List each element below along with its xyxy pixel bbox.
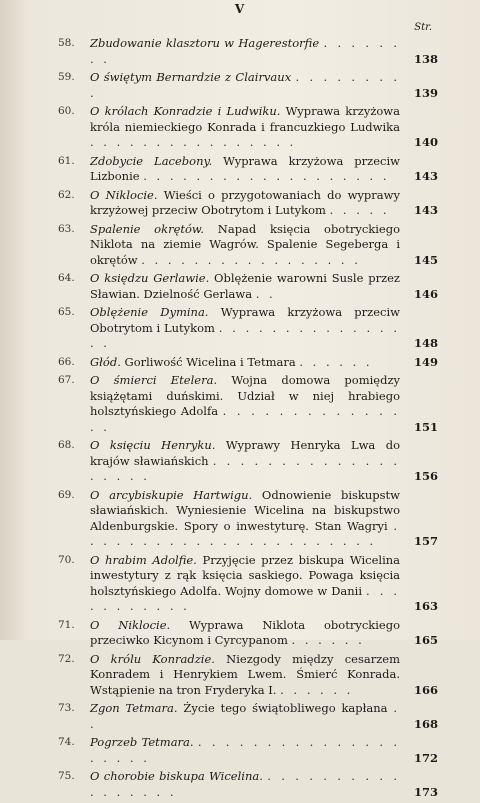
entry-number: 62. bbox=[58, 188, 75, 201]
entry-description: Wieści o przygotowaniach do wyprawy krzyżowej przeciw Obotrytom i Lutykom bbox=[90, 187, 400, 217]
entry-page-number: 173 bbox=[413, 784, 438, 799]
entry-page-number: 172 bbox=[413, 750, 438, 765]
page-column-label: Str. bbox=[414, 22, 432, 33]
dot-leader: . . . . . . bbox=[280, 682, 354, 697]
dot-leader: . . bbox=[90, 701, 400, 731]
toc-entry bbox=[58, 70, 438, 101]
entry-title: Zdobycie Lacebony. bbox=[90, 153, 213, 168]
entry-number: 58. bbox=[58, 37, 75, 49]
entry-number: 72. bbox=[58, 652, 75, 665]
toc-entry bbox=[58, 222, 438, 269]
table-of-contents bbox=[58, 36, 438, 803]
entry-number: 71. bbox=[58, 618, 75, 631]
entry-page-number: 139 bbox=[413, 85, 438, 100]
entry-title: O królu Konradzie. bbox=[90, 651, 215, 666]
dot-leader: . . . . . . . . . . . . . . . . . . . . . . . bbox=[90, 518, 401, 548]
entry-number: 73. bbox=[58, 702, 75, 714]
entry-description: Życie tego świątobliwego kapłana bbox=[183, 701, 388, 715]
entry-description: Oblężenie warowni Susle przez Sławian. Dzielność Gerlawa bbox=[90, 271, 400, 301]
dot-leader: . . . . . bbox=[329, 203, 390, 217]
entry-title: Zbudowanie klasztoru w Hagerestorfie bbox=[90, 36, 320, 50]
entry-page-number: 143 bbox=[413, 203, 438, 217]
entry-page-number: 151 bbox=[413, 419, 438, 434]
entry-number: 66. bbox=[58, 355, 75, 368]
entry-page-number: 149 bbox=[413, 354, 438, 369]
entry-number: 60. bbox=[58, 105, 75, 117]
dot-leader: . . . . . . . . . . . bbox=[90, 583, 401, 613]
toc-entry bbox=[58, 701, 438, 732]
entry-page-number: 148 bbox=[413, 336, 438, 350]
dot-leader: . . . . . . . . . . . . . . . . . . . bbox=[143, 169, 390, 183]
dot-leader: . . . . . . . . bbox=[90, 36, 401, 66]
entry-title: Pogrzeb Tetmara. bbox=[90, 735, 194, 749]
dot-leader: . . . . . . . . . . . . . . . . . bbox=[141, 252, 361, 267]
toc-entry bbox=[58, 553, 438, 615]
entry-title: Głód. bbox=[90, 354, 121, 369]
toc-entry bbox=[58, 618, 438, 649]
entry-page-number: 143 bbox=[413, 169, 438, 183]
entry-description: Wojna domowa pomiędzy książętami duńskimi. Udział w niej hrabiego holsztyńskiego Adolfa bbox=[90, 373, 400, 418]
entry-page-number: 140 bbox=[413, 135, 438, 149]
entry-title: O świętym Bernardzie z Clairvaux bbox=[90, 70, 292, 84]
entry-title: O hrabim Adolfie. bbox=[90, 552, 197, 567]
entry-title: Spalenie okrętów. bbox=[90, 221, 205, 236]
entry-number: 65. bbox=[58, 306, 75, 318]
entry-number: 59. bbox=[58, 71, 75, 83]
entry-description: Gorliwość Wicelina i Tetmara bbox=[124, 354, 296, 369]
dot-leader: . . . . . . . . . . . . . . . . bbox=[90, 320, 400, 350]
entry-title: O Niklocie. bbox=[90, 617, 171, 632]
dot-leader: . . . . . . . . . bbox=[90, 70, 400, 100]
entry-page-number: 157 bbox=[413, 534, 438, 548]
dot-leader: . . . . . . . . . . . . . . . . . . . . bbox=[90, 735, 400, 765]
entry-title: O śmierci Etelera. bbox=[90, 373, 218, 387]
dot-leader: . . . . . . bbox=[291, 633, 365, 647]
toc-entry bbox=[58, 188, 438, 219]
toc-entry bbox=[58, 438, 438, 485]
entry-description: Wyprawa krzyżowa króla niemieckiego Konrada i francuzkiego Ludwika bbox=[90, 104, 401, 134]
toc-entry bbox=[58, 488, 438, 550]
entry-page-number: 165 bbox=[413, 633, 438, 647]
entry-page-number: 138 bbox=[413, 51, 438, 66]
entry-description: Wyprawy Henryka Lwa do krajów sławiańskich bbox=[90, 438, 400, 468]
entry-description: Wyprawa krzyżowa przeciw Obotrytom i Lutykom bbox=[90, 305, 400, 335]
dot-leader: . . bbox=[255, 286, 276, 301]
entry-description: Napad księcia obotryckiego Niklota na ziemie Wagrów. Spalenie Segeberga i okrętów bbox=[90, 221, 401, 267]
entry-page-number: 145 bbox=[413, 252, 438, 267]
entry-description: Niezgody między cesarzem Konradem i Henrykiem Lwem. Śmierć Konrada. Wstąpienie na tron Fryderyka I. bbox=[90, 651, 400, 697]
entry-title: O chorobie biskupa Wicelina. bbox=[90, 769, 263, 783]
toc-entry bbox=[58, 36, 438, 67]
toc-entry bbox=[58, 154, 438, 185]
dot-leader: . . . . . . . . . . . . . . . . bbox=[90, 135, 297, 149]
entry-description: Przyjęcie przez biskupa Wicelina inwestytury z rąk księcia saskiego. Powaga księcia holsztyńskiego Adolfa. Wojny domowe w Danii bbox=[90, 552, 401, 598]
dot-leader: . . . . . . . . . . . . . . . . . . . bbox=[90, 453, 400, 483]
entry-title: Oblężenie Dymina. bbox=[90, 305, 209, 319]
entry-number: 63. bbox=[58, 222, 75, 235]
toc-entry bbox=[58, 652, 438, 699]
entry-page-number: 166 bbox=[413, 682, 438, 697]
toc-entry bbox=[58, 769, 438, 800]
entry-page-number: 163 bbox=[413, 599, 438, 613]
entry-page-number: 146 bbox=[413, 286, 438, 301]
entry-title: Zgon Tetmara. bbox=[90, 701, 178, 715]
entry-number: 69. bbox=[58, 488, 75, 501]
entry-number: 67. bbox=[58, 374, 75, 386]
entry-description: Odnowienie biskupstw sławiańskich. Wyniesienie Wicelina na biskupstwo Aldenburgskie. Spory o inwestyturę. Stan Wagryi bbox=[90, 487, 400, 533]
entry-page-number: 156 bbox=[413, 469, 438, 483]
entry-number: 70. bbox=[58, 553, 75, 566]
toc-entry bbox=[58, 271, 438, 302]
toc-entry bbox=[58, 305, 438, 352]
entry-number: 68. bbox=[58, 439, 75, 451]
toc-entry bbox=[58, 373, 438, 435]
entry-number: 61. bbox=[58, 154, 75, 167]
dot-leader: . . . . . . bbox=[299, 354, 373, 369]
toc-entry bbox=[58, 355, 438, 371]
entry-title: O arcybiskupie Hartwigu. bbox=[90, 487, 253, 502]
entry-title: O księdzu Gerlawie. bbox=[90, 271, 210, 285]
toc-entry bbox=[58, 735, 438, 766]
dot-leader: . . . . . . . . . . . . . . . bbox=[90, 404, 401, 434]
entry-title: O królach Konradzie i Ludwiku. bbox=[90, 104, 281, 118]
toc-entry bbox=[58, 104, 438, 151]
entry-number: 74. bbox=[58, 736, 75, 748]
entry-number: 75. bbox=[58, 770, 75, 782]
entry-description: Wyprawa krzyżowa przeciw Lizbonie bbox=[90, 153, 400, 183]
dot-leader: . . . . . . . . . . . . . . . . . bbox=[90, 769, 400, 799]
entry-title: O księciu Henryku. bbox=[90, 438, 216, 452]
page-header-roman: V bbox=[234, 2, 246, 16]
entry-description: Wyprawa Niklota obotryckiego przeciwko Kicynom i Cyrcypanom bbox=[90, 617, 400, 647]
entry-number: 64. bbox=[58, 272, 75, 284]
entry-title: O Niklocie. bbox=[90, 187, 158, 202]
entry-page-number: 168 bbox=[413, 716, 438, 731]
